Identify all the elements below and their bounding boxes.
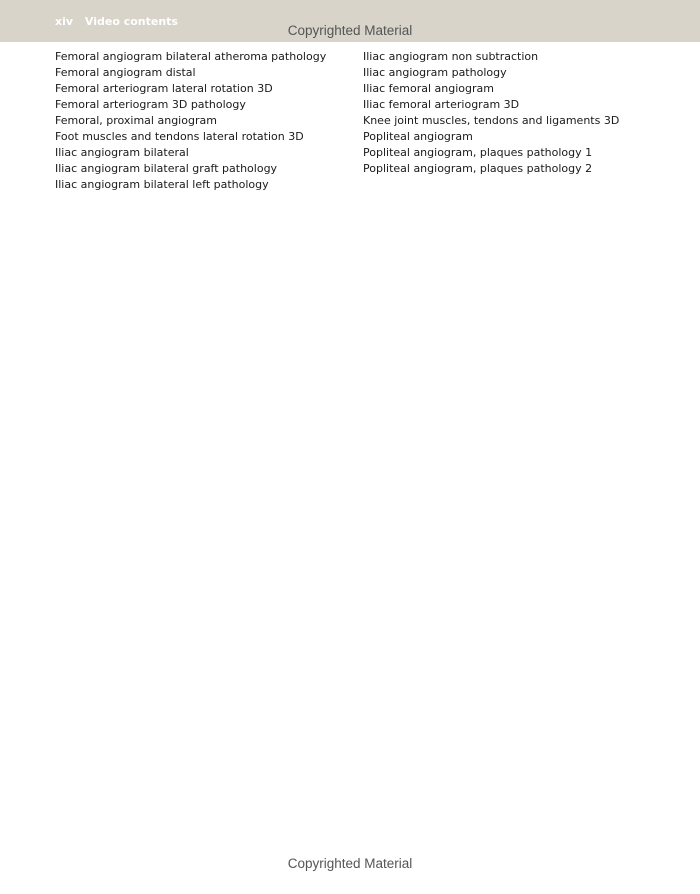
video-list-item: Femoral, proximal angiogram	[55, 114, 217, 127]
video-list-item: Knee joint muscles, tendons and ligaments 3D	[363, 114, 620, 127]
video-list-item: Iliac angiogram bilateral	[55, 146, 189, 159]
video-list-item: Iliac angiogram bilateral left pathology	[55, 178, 269, 191]
video-list-item: Femoral angiogram distal	[55, 66, 196, 79]
video-list-item: Popliteal angiogram	[363, 130, 473, 143]
video-list-item: Popliteal angiogram, plaques pathology 1	[363, 146, 593, 159]
copyright-watermark-bottom: Copyrighted Material	[287, 856, 413, 871]
video-list-item: Iliac angiogram non subtraction	[363, 50, 539, 63]
video-list-item: Femoral arteriogram 3D pathology	[55, 98, 246, 111]
video-list-item: Foot muscles and tendons lateral rotation 3D	[55, 130, 304, 143]
video-list-item: Femoral angiogram bilateral atheroma pathology	[55, 50, 327, 63]
video-list-item: Femoral arteriogram lateral rotation 3D	[55, 82, 273, 95]
section-title: Video contents	[84, 15, 178, 28]
video-list-left-column	[55, 49, 355, 193]
video-list-item: Iliac femoral angiogram	[363, 82, 494, 95]
video-list-item: Popliteal angiogram, plaques pathology 2	[363, 162, 593, 175]
video-list-right-column	[363, 49, 663, 177]
video-list-item: Iliac angiogram bilateral graft pathology	[55, 162, 278, 175]
video-list-item: Iliac femoral arteriogram 3D	[363, 98, 520, 111]
copyright-watermark-top: Copyrighted Material	[287, 23, 413, 38]
video-list-item: Iliac angiogram pathology	[363, 66, 507, 79]
page-number: xiv	[55, 15, 74, 28]
